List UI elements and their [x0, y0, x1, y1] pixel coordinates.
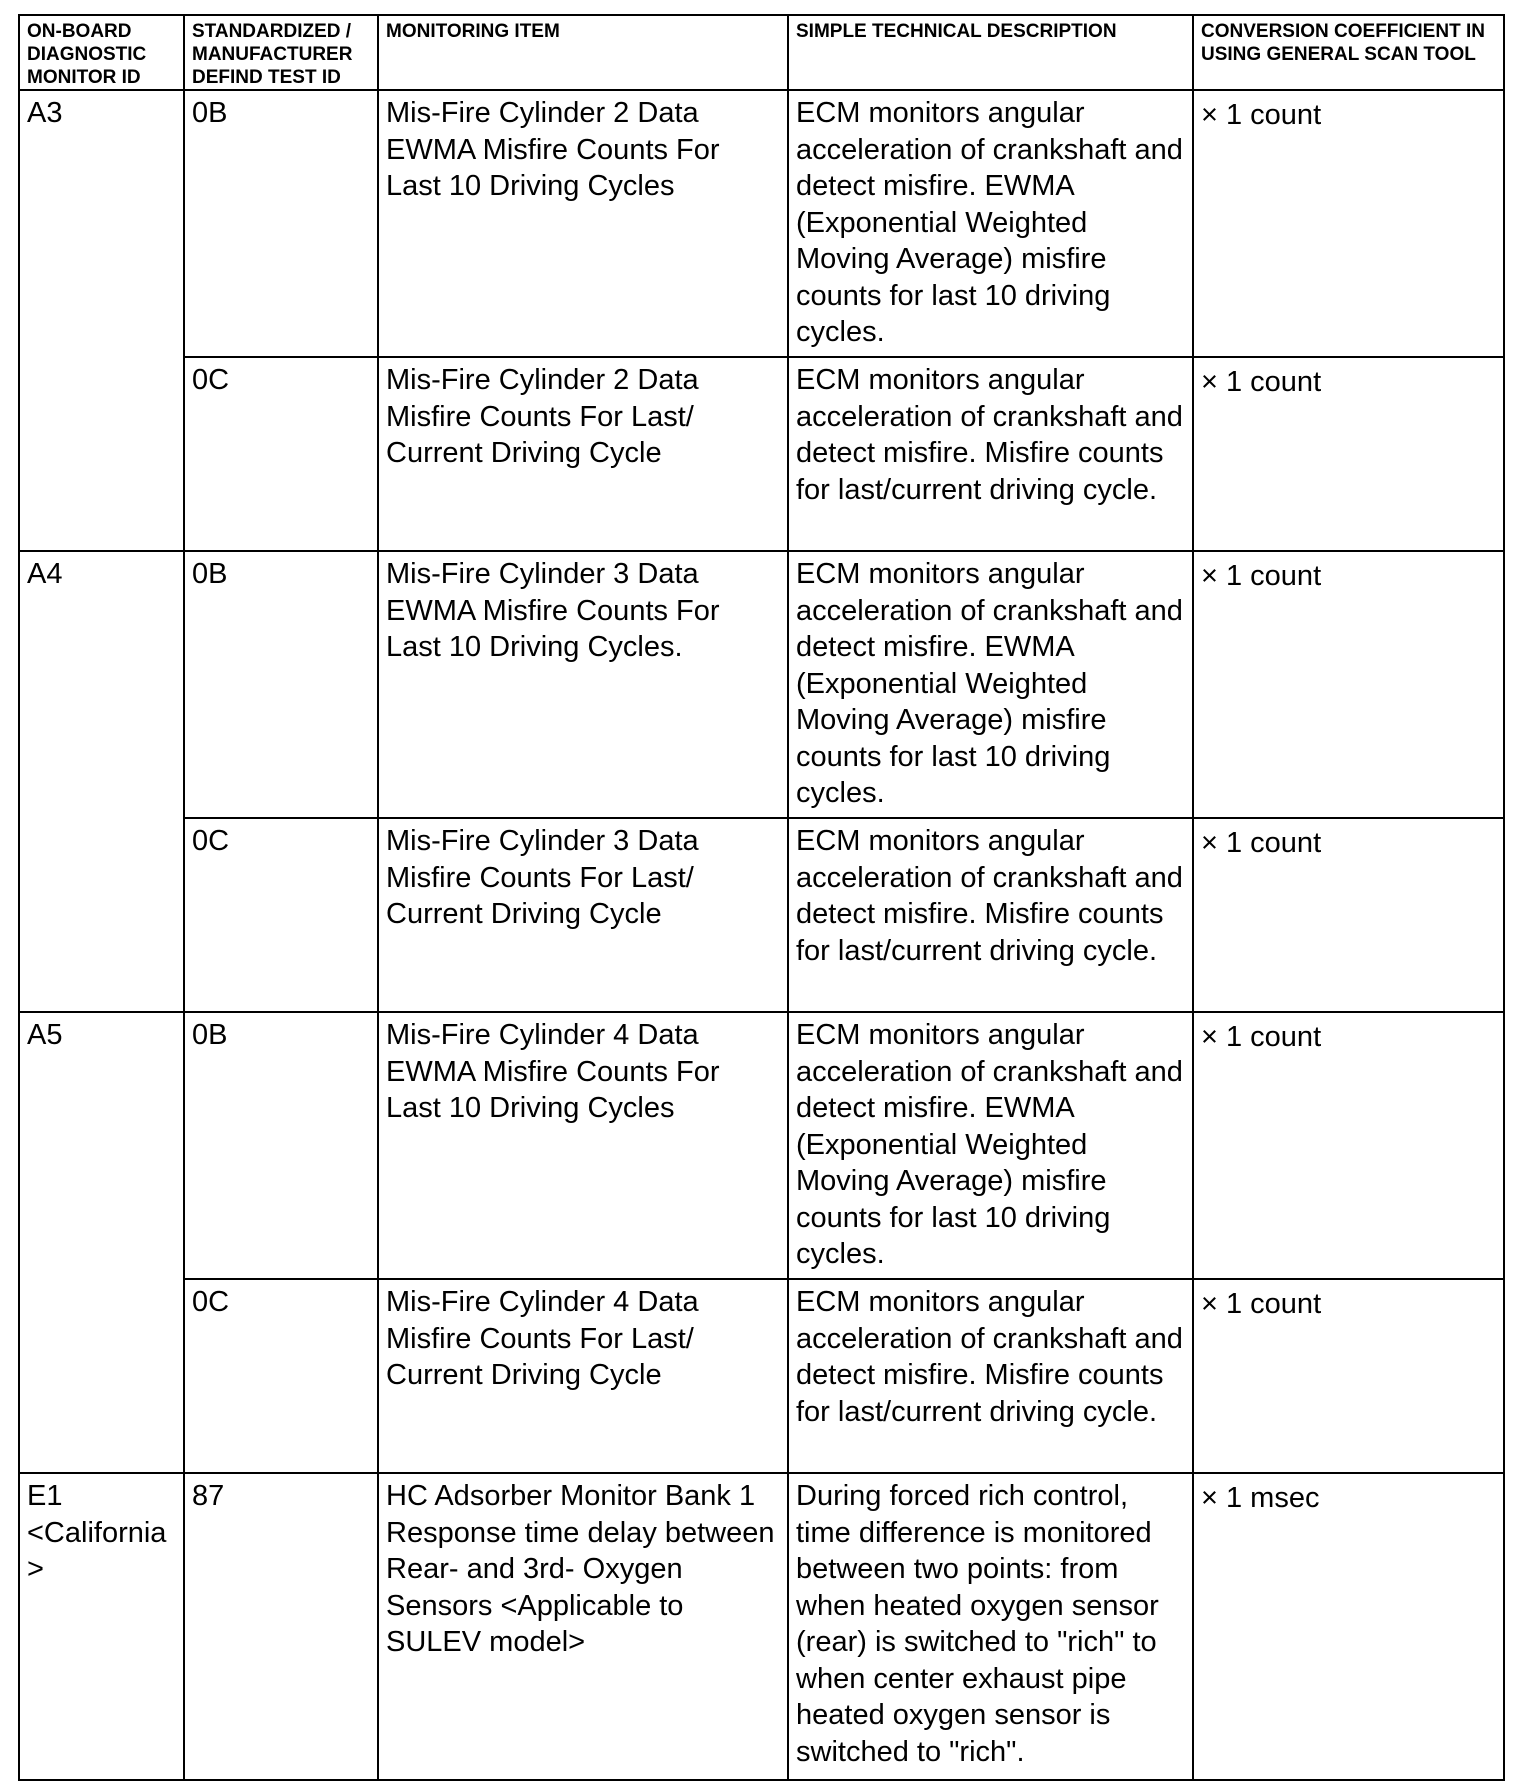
test-id-cell: 87	[184, 1473, 378, 1780]
table-row	[19, 90, 1504, 357]
monitoring-item-cell: Mis-Fire Cylinder 2 Data Misfire Counts For Last/ Current Driving Cycle	[378, 357, 788, 551]
obd-monitor-table	[18, 14, 1505, 1781]
test-id-cell: 0B	[184, 90, 378, 357]
monitoring-item-cell: Mis-Fire Cylinder 2 Data EWMA Misfire Counts For Last 10 Driving Cycles	[378, 90, 788, 357]
table-row	[19, 1279, 1504, 1473]
monitoring-item-cell: Mis-Fire Cylinder 3 Data EWMA Misfire Counts For Last 10 Driving Cycles.	[378, 551, 788, 818]
coefficient-cell	[1193, 1473, 1504, 1780]
description-cell: ECM monitors angular acceleration of crankshaft and detect misfire. EWMA (Exponential Weighted Moving Average) misfire counts for last 10 driving cycles.	[788, 1012, 1193, 1279]
coefficient-cell	[1193, 1279, 1504, 1473]
coefficient-value: × 1 count	[1201, 827, 1322, 859]
description-cell: ECM monitors angular acceleration of crankshaft and detect misfire. EWMA (Exponential Weighted Moving Average) misfire counts for last 10 driving cycles.	[788, 551, 1193, 818]
coefficient-value: × 1 count	[1201, 560, 1322, 592]
monitoring-item-cell: Mis-Fire Cylinder 3 Data Misfire Counts For Last/ Current Driving Cycle	[378, 818, 788, 1012]
table-row	[19, 357, 1504, 551]
test-id-cell: 0B	[184, 1012, 378, 1279]
monitoring-item-cell: Mis-Fire Cylinder 4 Data EWMA Misfire Counts For Last 10 Driving Cycles	[378, 1012, 788, 1279]
coefficient-value: × 1 msec	[1201, 1482, 1320, 1514]
monitor-id-cell: E1 <California >	[19, 1473, 184, 1780]
coefficient-value: × 1 count	[1201, 366, 1322, 398]
header-description: SIMPLE TECHNICAL DESCRIPTION	[788, 15, 1193, 90]
monitor-id-cell: A4	[19, 551, 184, 1012]
monitor-id-cell: A3	[19, 90, 184, 551]
table-row	[19, 1473, 1504, 1780]
test-id-cell: 0C	[184, 818, 378, 1012]
description-cell: ECM monitors angular acceleration of crankshaft and detect misfire. Misfire counts for last/current driving cycle.	[788, 1279, 1193, 1473]
table-row	[19, 1012, 1504, 1279]
coefficient-value: × 1 count	[1201, 1288, 1322, 1320]
test-id-cell: 0C	[184, 1279, 378, 1473]
test-id-cell: 0B	[184, 551, 378, 818]
coefficient-value: × 1 count	[1201, 99, 1322, 131]
coefficient-cell	[1193, 357, 1504, 551]
coefficient-cell	[1193, 551, 1504, 818]
description-cell: ECM monitors angular acceleration of crankshaft and detect misfire. Misfire counts for last/current driving cycle.	[788, 818, 1193, 1012]
table-row	[19, 551, 1504, 818]
test-id-cell: 0C	[184, 357, 378, 551]
table-header	[19, 15, 1504, 90]
description-cell: ECM monitors angular acceleration of crankshaft and detect misfire. Misfire counts for last/current driving cycle.	[788, 357, 1193, 551]
header-conversion-coefficient: CONVERSION COEFFICIENT IN USING GENERAL SCAN TOOL	[1193, 15, 1504, 90]
monitor-id-cell: A5	[19, 1012, 184, 1473]
header-monitor-id: ON-BOARD DIAGNOSTIC MONITOR ID	[19, 15, 184, 90]
coefficient-cell	[1193, 1012, 1504, 1279]
table-row	[19, 818, 1504, 1012]
description-cell: During forced rich control, time difference is monitored between two points: from when heated oxygen sensor (rear) is switched to "rich" to when center exhaust pipe heated oxygen sensor is switched to "rich".	[788, 1473, 1193, 1780]
coefficient-cell	[1193, 90, 1504, 357]
coefficient-cell	[1193, 818, 1504, 1012]
table-body	[19, 90, 1504, 1780]
coefficient-value: × 1 count	[1201, 1021, 1322, 1053]
header-monitoring-item: MONITORING ITEM	[378, 15, 788, 90]
header-row	[19, 15, 1504, 90]
monitoring-item-cell: Mis-Fire Cylinder 4 Data Misfire Counts For Last/ Current Driving Cycle	[378, 1279, 788, 1473]
monitoring-item-cell: HC Adsorber Monitor Bank 1 Response time delay between Rear- and 3rd- Oxygen Sensors <Applicable to SULEV model>	[378, 1473, 788, 1780]
header-test-id: STANDARDIZED / MANUFACTURER DEFIND TEST ID	[184, 15, 378, 90]
description-cell: ECM monitors angular acceleration of crankshaft and detect misfire. EWMA (Exponential Weighted Moving Average) misfire counts for last 10 driving cycles.	[788, 90, 1193, 357]
